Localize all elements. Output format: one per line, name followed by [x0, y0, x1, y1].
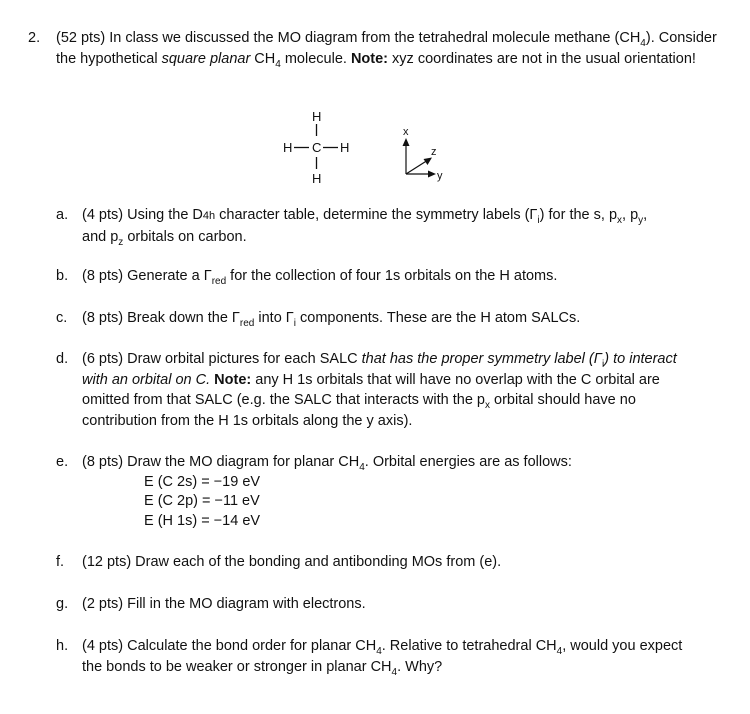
- part-h-text-2: . Relative to tetrahedral CH: [381, 638, 557, 654]
- red-subscript: red: [239, 317, 255, 329]
- atom-h-top: H: [312, 109, 322, 124]
- part-a-text-5: orbitals on carbon.: [123, 228, 247, 245]
- molecule-figure: [270, 104, 380, 190]
- subscript-4a: 4: [376, 645, 382, 657]
- comma-2: ,: [643, 207, 648, 223]
- subscript-4: 4: [359, 461, 365, 473]
- part-a-text-1: (4 pts) Using the D: [82, 207, 203, 223]
- intro-text-2: ). Consider the hypothetical: [56, 30, 717, 67]
- part-a-label: a.: [56, 207, 69, 223]
- intro-text-3: CH: [250, 50, 276, 67]
- part-a-text-2: character table, determine the symmetry labels (Γ: [215, 207, 538, 223]
- energy-c2p: E (C 2p) = −11 eV: [144, 493, 260, 509]
- red-subscript: red: [211, 275, 227, 287]
- question-number: 2.: [28, 30, 41, 46]
- part-a-text-3: ) for the s, p: [539, 207, 618, 223]
- part-c-text-1: (8 pts) Break down the Γ: [82, 310, 240, 326]
- subscript-4c: 4: [391, 666, 398, 678]
- part-h-label: h.: [56, 638, 69, 654]
- atom-h-bottom: H: [312, 171, 322, 186]
- intro-text-1: In class we discussed the MO diagram from the tetrahedral molecule methane (CH: [109, 30, 641, 46]
- part-f: [56, 552, 706, 573]
- part-d-label: d.: [56, 351, 69, 367]
- part-d-text-2: any H 1s orbitals that will have no overlap with the C orbital are omitted from that SALC (e.g. the SALC that interacts with the p: [82, 371, 660, 408]
- part-e-text-1: (8 pts) Draw the MO diagram for planar CH: [82, 454, 360, 470]
- part-g: [56, 594, 706, 615]
- atom-h-right: H: [340, 140, 350, 155]
- part-f-text-1: (12 pts) Draw each of the bonding and antibonding MOs from (e).: [82, 554, 502, 570]
- subscript-i: i: [537, 214, 540, 226]
- part-b-text-1: (8 pts) Generate a Γ: [82, 268, 212, 284]
- intro-italic: square planar: [161, 50, 251, 67]
- part-c: [56, 308, 706, 329]
- subscript-x: x: [484, 399, 490, 411]
- axis-z-arrow: [424, 158, 433, 166]
- part-d: [56, 349, 706, 431]
- question-intro: [56, 28, 726, 69]
- part-d-text-3: orbital should have no contribution from the H 1s orbitals along the y axis).: [82, 392, 636, 429]
- axis-y-arrow: [428, 171, 436, 178]
- axis-z-label: z: [431, 146, 437, 158]
- part-h-text-4: . Why?: [397, 658, 443, 675]
- comma-1: , p: [622, 207, 639, 223]
- axis-z-line: [406, 160, 428, 174]
- part-d-italic-2: ) to interact with an orbital on C.: [82, 351, 677, 388]
- part-g-label: g.: [56, 596, 69, 612]
- subscript-i: i: [602, 358, 605, 370]
- part-c-text-2: into Γ: [254, 310, 294, 326]
- part-d-text-1: (6 pts) Draw orbital pictures for each SALC: [82, 351, 362, 367]
- part-g-text-1: (2 pts) Fill in the MO diagram with electrons.: [82, 596, 366, 612]
- energy-h1s: E (H 1s) = −14 eV: [144, 512, 261, 529]
- energy-c2s: E (C 2s) = −19 eV: [144, 473, 261, 490]
- intro-text-4: molecule.: [280, 50, 351, 67]
- part-c-label: c.: [56, 310, 68, 326]
- axis-x-label: x: [403, 126, 409, 138]
- part-a-text-4: and p: [82, 228, 119, 245]
- part-h-text-3: , would you expect the bonds to be weaker or stronger in planar CH: [82, 638, 683, 675]
- atom-h-left: H: [283, 140, 293, 155]
- part-e-text-2: . Orbital energies are as follows:: [364, 454, 572, 470]
- part-d-note-label: Note:: [210, 371, 252, 388]
- subscript-4: 4: [640, 37, 646, 49]
- part-f-label: f.: [56, 554, 65, 570]
- question-points: (52 pts): [56, 30, 106, 46]
- part-d-italic-1: that has the proper symmetry label (Γ: [361, 351, 603, 367]
- part-e: [56, 452, 706, 531]
- part-c-text-3: components. These are the H atom SALCs.: [296, 310, 581, 326]
- atom-c: C: [312, 140, 322, 155]
- part-b: [56, 266, 706, 287]
- subscript-x: x: [617, 214, 623, 226]
- d4h-subscript: 4h: [202, 210, 216, 222]
- part-e-label: e.: [56, 454, 69, 470]
- part-h: [56, 636, 706, 677]
- subscript-z: z: [118, 236, 124, 248]
- part-h-text-1: (4 pts) Calculate the bond order for planar CH: [82, 638, 377, 654]
- note-text: xyz coordinates are not in the usual orientation!: [388, 50, 696, 67]
- energy-list: [144, 473, 706, 532]
- subscript-i: i: [293, 317, 297, 329]
- subscript-4b: 4: [556, 645, 563, 657]
- note-label: Note:: [350, 50, 389, 67]
- axes-figure: [390, 122, 470, 186]
- part-a: [56, 205, 706, 247]
- part-b-label: b.: [56, 268, 69, 284]
- subscript-y: y: [638, 214, 644, 226]
- axis-y-label: y: [437, 170, 443, 182]
- axis-x-arrow: [403, 138, 410, 146]
- part-b-text-2: for the collection of four 1s orbitals on the H atoms.: [226, 268, 558, 284]
- subscript-4b: 4: [275, 58, 281, 70]
